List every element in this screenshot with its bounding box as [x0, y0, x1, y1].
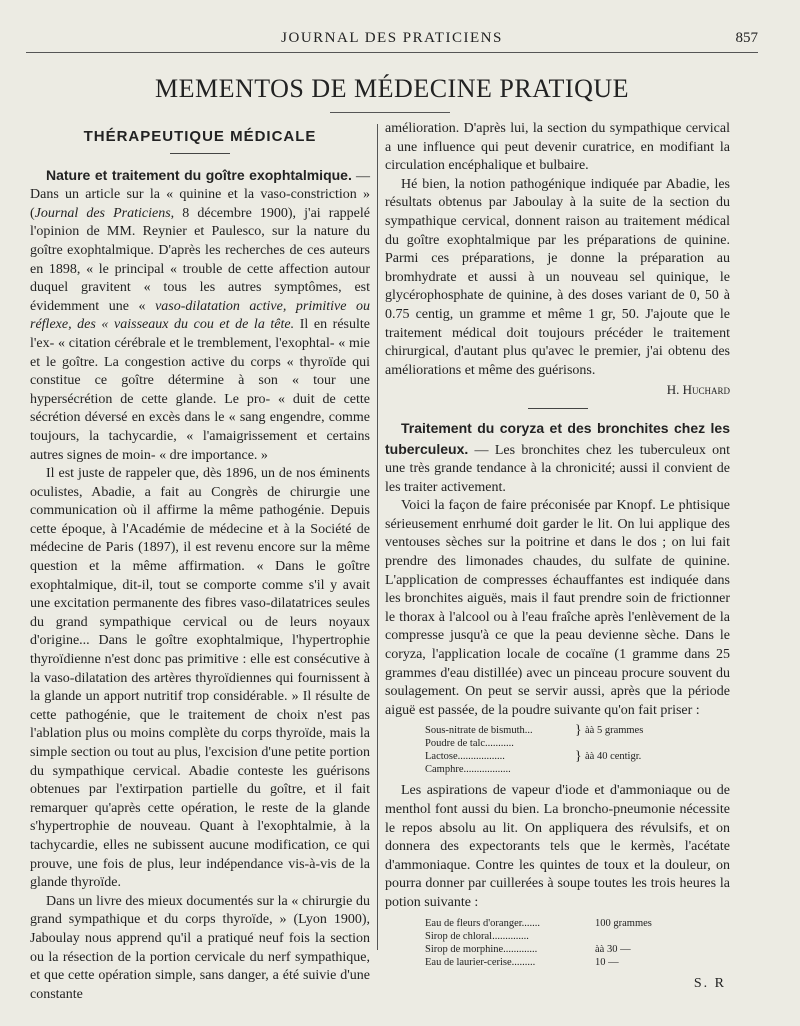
page-number: 857 — [735, 30, 758, 46]
article1-paragraph-2: Il est juste de rappeler que, dès 1896, un de nos éminents oculistes, Abadie, a fait au Congrès de chirurgie une communication où il affirme la même pathogénie. Depuis cette époque, à l'Académie de médecine et à la Société de médecine de Paris (1897), il est revenu encore sur la même question et la même affirmation. « Dans le goître exophtalmique, dit-il, tout se comporte comme s'il y avait une excitation permanente des fibres vaso-dilatatrices seules du grand sympathique cervical ou de leurs noyaux d'origine... Dans le goître exophtalmique, l'hypertrophie thyroïdienne n'est donc pas primitive : elle est consécutive à la vaso-dilatation des artères thyroïdiennes qui fournissent à la glande un apport nutritif trop considérable. » Il résulte de cette pathogénie, que le traitement de choix n'est pas l'ablation plus ou moins complète du corps thyroïde, mais la simple section ou tout au plus, l'excision d'une petite portion du sympathique cervical. Abadie conteste les guérisons obtenues par l'extirpation partielle du goître, et il fait remarquer qu'après cette opération, le reste de la glande s'hypertrophie de nouveau. Quant à l'exophtalmie, à la tachycardie, elles ne subissent aucune modification, ce qui prouve, une fois de plus, leur indépendance vis-à-vis de la glande thyroïde. — [30, 466, 370, 891]
article1-signature: H. Huchard — [666, 382, 730, 398]
journal-title: JOURNAL DES PRATICIENS — [281, 30, 503, 46]
formula2-row1: Eau de fleurs d'oranger....... — [425, 917, 541, 929]
formula1-qty1: àà 5 grammes — [585, 725, 644, 737]
header-rule — [26, 52, 758, 53]
formula2-row4: Eau de laurier-cerise......... — [425, 956, 536, 968]
section-rule — [170, 153, 230, 154]
article1-title: Nature et traitement du goître exophtalmique. — [46, 166, 352, 183]
formula2-qty1: 100 grammes — [595, 917, 652, 929]
right-column — [385, 120, 730, 993]
prescription-potion — [425, 917, 730, 969]
article1-paragraph-1 — [30, 166, 370, 466]
formula1-row3: Lactose.................. — [425, 751, 505, 763]
article1-citation: Journal des Praticiens — [34, 205, 171, 221]
article1-text-b: , 8 décembre 1900), j'ai rappelé l'opinion de MM. Reynier et Paulesco, sur la nature du goître exophtalmique. D'après les recherches de ces auteurs en 1898, « le principal « trouble de cette affection autour duquel gravitent « tous les autres symptômes, est évidemment une « — [30, 205, 370, 314]
formula1-row2: Poudre de talc........... — [425, 738, 514, 750]
formula1-qty2: àà 40 centigr. — [585, 751, 642, 763]
formula1-row1: Sous-nitrate de bismuth... — [425, 725, 533, 737]
article2-initials: S. R — [693, 975, 726, 991]
article1-italic-quote: vaso-dilatation active, primitive ou réflexe, des « vaisseaux du cou et de la tête. — [30, 298, 370, 333]
article2-paragraph-2: Voici la façon de faire préconisée par Knopf. Le phtisique sérieusement enrhumé doit garder le lit. On lui applique des ventouses sèches sur la poitrine et dans le dos ; on lui fait prendre des limonades chaudes, du sulfate de quinine. L'application de compresses échauffantes est indiquée dans les bronchites aiguës, mais il faut prendre soin de frictionner le thorax à l'alcool ou à l'eau fraîche après l'enlèvement de la compresse jusqu'à ce que la peau devienne sèche. Dans le coryza, l'application locale de cocaïne (1 gramme dans 25 grammes d'eau distillée) avec un pinceau procure souvent du soulagement. On peut se servir aussi, après que la période aiguë est passée, de la poudre suivante qu'on fait priser : — [385, 498, 730, 718]
page-title: MEMENTOS DE MÉDECINE PRATIQUE — [154, 74, 630, 103]
article2-paragraph-1 — [385, 419, 730, 497]
article2-paragraph-3: Les aspirations de vapeur d'iode et d'ammoniaque ou de menthol font aussi du bien. La broncho-pneumonie nécessite le repos absolu au lit. On appliquera des révulsifs, et on donnera des expectorants tels que le kermès, l'acétate d'ammoniaque. Contre les quintes de toux et la douleur, on pourra donner par cuillerées à soupe toutes les trois heures la potion suivante : — [385, 783, 730, 910]
article1-paragraph-3: Dans un livre des mieux documentés sur la « chirurgie du grand sympathique et du corps thyroïde, » (Lyon 1900), Jaboulay nous apprend qu'il a pratiqué neuf fois la section ou la résection de la portion cervicale du nerf sympathique, et que cette opération simple, sans danger, a été suivie d'une constante — [30, 893, 370, 1002]
column-separator — [377, 124, 378, 950]
article1-paragraph-4: Hé bien, la notion pathogénique indiquée par Abadie, les résultats obtenus par Jaboulay à la suite de la section du sympathique cervical, donnent raison au traitement médical du goître exophtalmique par les préparations de quinine. Parmi ces préparations, je donne la préparation au bromhydrate et aussi à un nouveau sel quinique, le glycérophosphate de quinine, à des doses variant de 0, 50 à 0.75 centig, un gramme et même 1 gr, 50. J'ajoute que le traitement médical doit toujours précéder le traitement chirurgical, d'autant plus qu'avec le premier, j'ai obtenu des améliorations et même des guérisons. — [385, 176, 730, 378]
left-column — [30, 120, 370, 1004]
article1-paragraph-3-continued: amélioration. D'après lui, la section du sympathique cervical a une influence qui peut devenir curatrice, en modifiant la circulation encéphalique et bulbaire. — [385, 121, 730, 174]
article1-text-c: Il en résulte l'ex- « citation cérébrale et le tremblement, l'exophtal- « mie et le goître. La congestion active du corps « thyroïde qui constitue ce goître détermine à son « tour une hypersécrétion de cette glande. Le pro- « duit de cette sécrétion déversé en excès dans le « sang engendre, comme toujours, la tachycardie, « l'amaigrissement et certains autres signes de moin- « dre importance. » — [30, 317, 370, 463]
formula2-qty2: àà 30 — — [595, 943, 631, 955]
formula1-brace1: } — [575, 723, 582, 739]
running-head — [26, 30, 758, 50]
article2-text-a: — Les bronchites chez les tuberculeux ont une très grande tendance à la chronicité; aussi il convient de les traiter activement. — [385, 442, 730, 495]
article2-title: Traitement du coryza et des bronchites chez les tuberculeux. — [385, 419, 730, 457]
title-rule — [330, 112, 450, 113]
formula2-qty4: 10 — — [595, 956, 619, 968]
formula1-row4: Camphre.................. — [425, 764, 511, 776]
formula2-row3: Sirop de morphine............. — [425, 943, 538, 955]
section-title: THÉRAPEUTIQUE MÉDICALE — [83, 128, 317, 145]
formula2-row2: Sirop de chloral.............. — [425, 930, 529, 942]
formula1-brace2: } — [575, 749, 582, 765]
article1-text-a: — Dans un article sur la « quinine et la vaso-constriction » ( — [30, 168, 370, 221]
article-separator — [528, 408, 588, 409]
prescription-powder — [425, 724, 730, 776]
